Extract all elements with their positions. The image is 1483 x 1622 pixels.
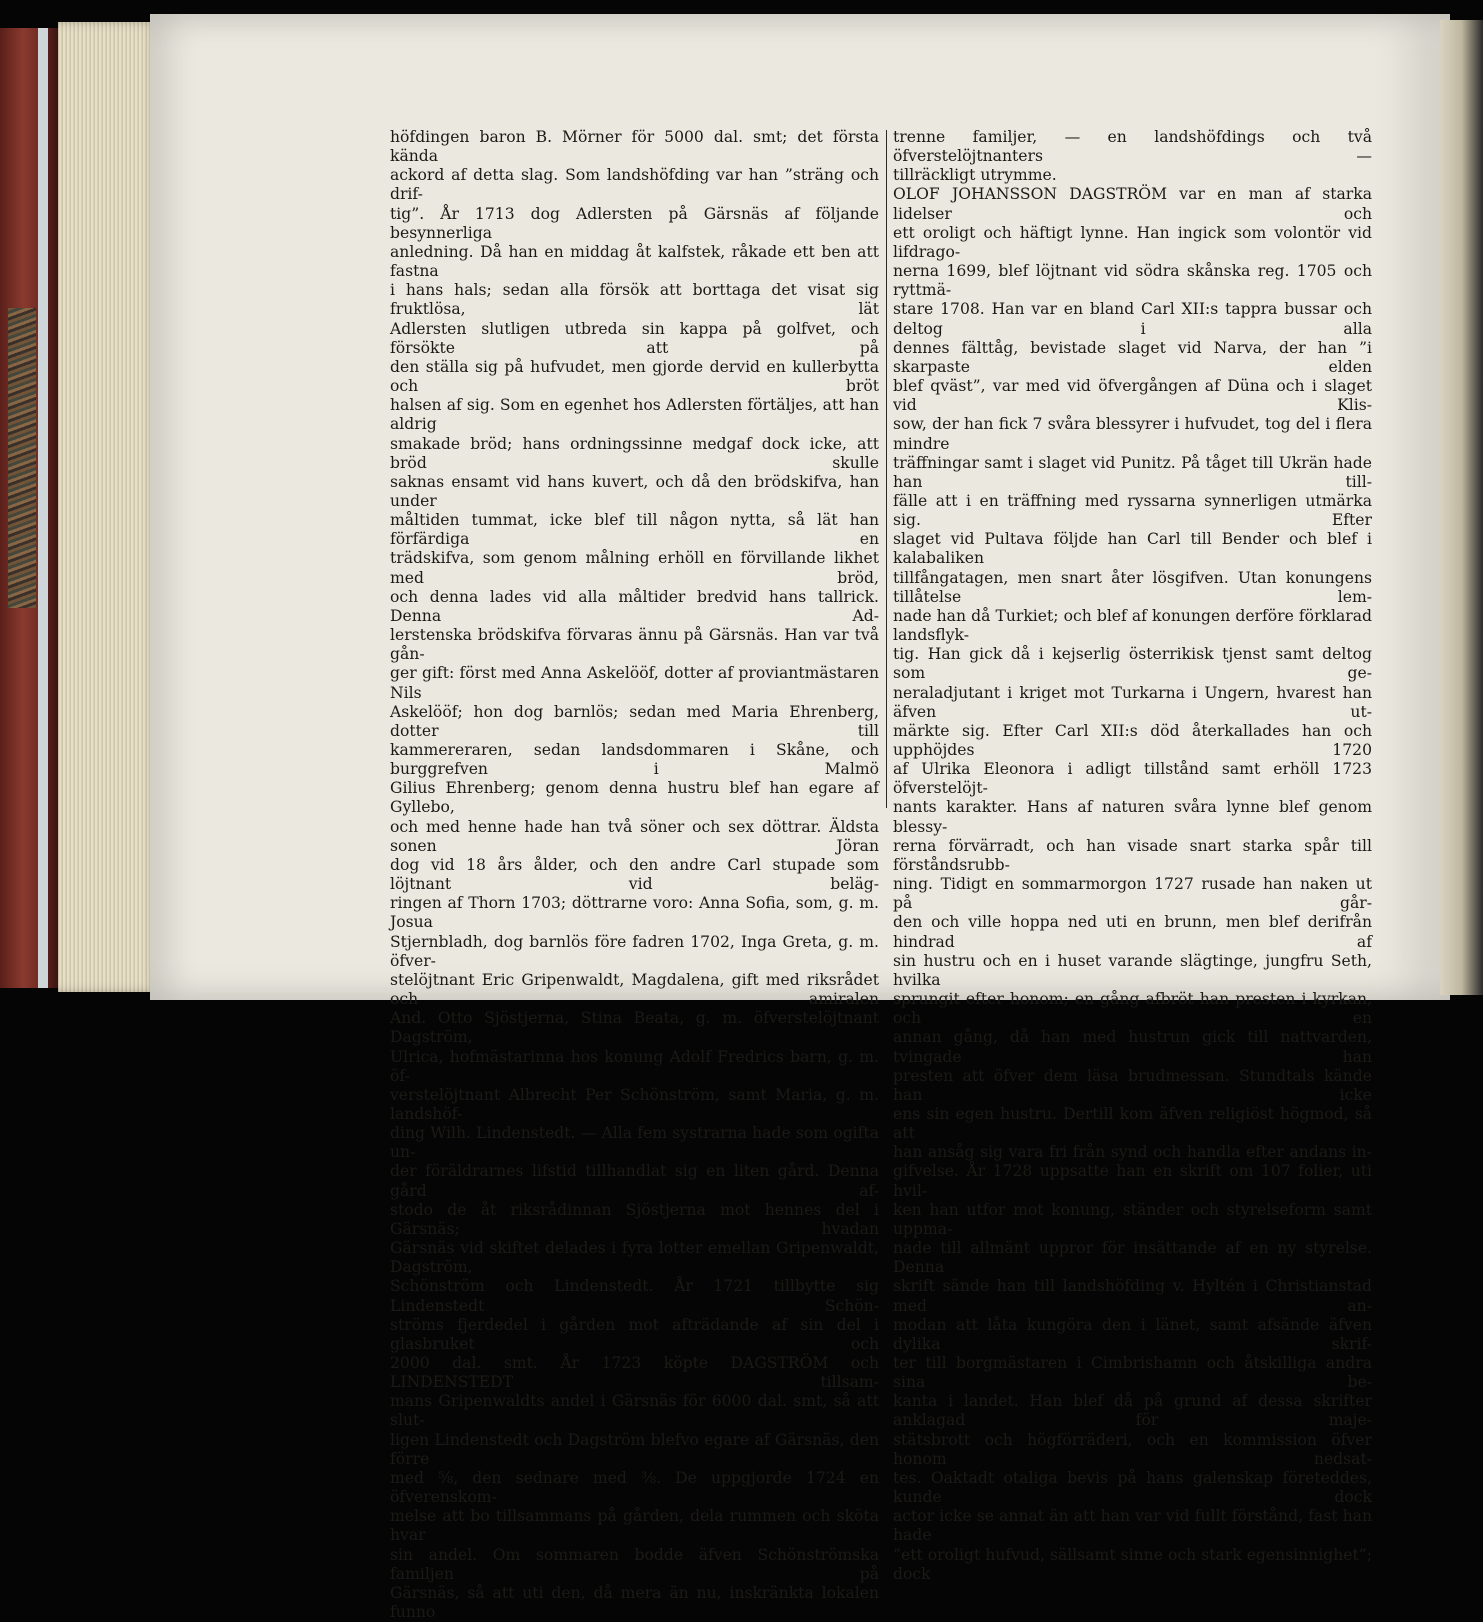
text-line: lerstenska brödskifva förvaras ännu på Gärsnäs. Han var två gån- xyxy=(390,626,879,664)
text-line: ackord af detta slag. Som landshöfding var han ”sträng och drif- xyxy=(390,166,879,204)
text-line: halsen af sig. Som en egenhet hos Adlersten förtäljes, att han aldrig xyxy=(390,396,879,434)
text-line: ”ett oroligt hufvud, sällsamt sinne och stark egensinnighet”; dock xyxy=(893,1545,1372,1583)
text-line: af Ulrika Eleonora i adligt tillstånd samt erhöll 1723 öfverstelöjt- xyxy=(893,760,1372,798)
marbled-edge xyxy=(8,308,36,608)
text-line: ströms fjerdedel i gården mot afträdande af sin del i glasbruket och xyxy=(390,1315,879,1353)
text-line: måltiden tummat, icke blef till någon nytta, så lät han förfärdiga en xyxy=(390,511,879,549)
text-line: der föräldrarnes lifstid tillhandlat sig en liten gård. Denna gård af- xyxy=(390,1162,879,1200)
text-line: ringen af Thorn 1703; döttrarne voro: Anna Sofia, som, g. m. Josua xyxy=(390,894,879,932)
text-line: med ⅝, den sednare med ⅜. De uppgjorde 1724 en öfverenskom- xyxy=(390,1468,879,1507)
text-line: stodo de åt riksrådinnan Sjöstjerna mot hennes del i Gärsnäs; hvadan xyxy=(390,1200,879,1238)
text-line: gifvelse. År 1728 uppsatte han en skrift om 107 folier, uti hvil- xyxy=(893,1162,1372,1200)
text-line: ett oroligt och häftigt lynne. Han ingick som volontör vid lifdrago- xyxy=(893,223,1372,261)
text-line: ning. Tidigt en sommarmorgon 1727 rusade han naken ut på går- xyxy=(893,875,1372,913)
text-line: presten att öfver dem läsa brudmessan. Stundtals kände han icke xyxy=(893,1066,1372,1104)
text-line: mans Gripenwaldts andel i Gärsnäs för 6000 dal. smt, så att slut- xyxy=(390,1392,879,1430)
text-line: dennes fälttåg, bevistade slaget vid Narva, der han ”i skarpaste elden xyxy=(893,338,1372,376)
text-line: trädskifva, som genom målning erhöll en förvillande likhet med bröd, xyxy=(390,549,879,587)
text-line: rerna förvärradt, och han visade snart starka spår till förståndsrubb- xyxy=(893,836,1372,874)
text-line: saknas ensamt vid hans kuvert, och då den brödskifva, han under xyxy=(390,472,879,510)
text-line: sin hustru och en i huset varande slägtinge, jungfru Seth, hvilka xyxy=(893,951,1372,989)
text-line: höfdingen baron B. Mörner för 5000 dal. smt; det första kända xyxy=(390,128,879,166)
text-line: blef qväst”, var med vid öfvergången af Düna och i slaget vid Klis- xyxy=(893,377,1372,415)
text-line: i hans hals; sedan alla försök att borttaga det visat sig fruktlösa, lät xyxy=(390,281,879,319)
text-line: fälle att i en träffning med ryssarna synnerligen utmärka sig. Efter xyxy=(893,491,1372,530)
page-stack xyxy=(58,22,158,992)
book-cover-left xyxy=(0,28,60,988)
text-line: Askelööf; hon dog barnlös; sedan med Maria Ehrenberg, dotter till xyxy=(390,702,879,740)
text-line: Schönström och Lindenstedt. År 1721 tillbytte sig Lindenstedt Schön- xyxy=(390,1277,879,1315)
text-line: nade han då Turkiet; och blef af konungen derföre förklarad landsflyk- xyxy=(893,606,1372,645)
text-line: And. Otto Sjöstjerna, Stina Beata, g. m. öfverstelöjtnant Dagström, xyxy=(390,1009,879,1047)
text-line: neraladjutant i kriget mot Turkarna i Ungern, hvarest han äfven ut- xyxy=(893,683,1372,721)
text-line: melse att bo tillsammans på gården, dela rummen och sköta hvar xyxy=(390,1507,879,1545)
text-line: ter till borgmästaren i Cimbrishamn och åtskilliga andra sina be- xyxy=(893,1354,1372,1392)
text-line: ken han utfor mot konung, ständer och styrelseform samt uppma- xyxy=(893,1200,1372,1238)
text-line: den ställa sig på hufvudet, men gjorde dervid en kullerbytta och bröt xyxy=(390,357,879,396)
text-line: tillräckligt utrymme. xyxy=(893,166,1057,185)
text-line: Gärsnäs, så att uti den, då mera än nu, inskränkta lokalen funno xyxy=(390,1583,879,1622)
text-line: Gärsnäs vid skiftet delades i fyra lotter emellan Gripenwaldt, Dagström, xyxy=(390,1239,879,1277)
text-line: anledning. Då han en middag åt kalfstek, råkade ett ben att fastna xyxy=(390,242,879,281)
text-line: träffningar samt i slaget vid Punitz. På tåget till Ukrän hade han till- xyxy=(893,453,1372,491)
text-line: Gilius Ehrenberg; genom denna hustru blef han egare af Gyllebo, xyxy=(390,779,879,817)
text-line: den och ville hoppa ned uti en brunn, men blef derifrån hindrad af xyxy=(893,913,1372,951)
text-line: han ansåg sig vara fri från synd och handla efter andans in- xyxy=(893,1143,1372,1162)
text-line: nerna 1699, blef löjtnant vid södra skånska reg. 1705 och ryttmä- xyxy=(893,262,1372,300)
text-line: tes. Oaktadt otaliga bevis på hans galenskap företeddes, kunde dock xyxy=(893,1468,1372,1507)
text-line: tig. Han gick då i kejserlig österrikisk tjenst samt deltog som ge- xyxy=(893,645,1372,683)
text-line: stare 1708. Han var en bland Carl XII:s tappra bussar och deltog i alla xyxy=(893,300,1372,338)
text-line: modan att låta kungöra den i länet, samt afsände äfven dylika skrif- xyxy=(893,1315,1372,1353)
text-line: annan gång, då han med hustrun gick till nattvarden, tvingade han xyxy=(893,1028,1372,1066)
text-line: verstelöjtnant Albrecht Per Schönström, samt Maria, g. m. landshöf- xyxy=(390,1085,879,1123)
text-line: smakade bröd; hans ordningssinne medgaf dock icke, att bröd skulle xyxy=(390,434,879,472)
page-edge-right xyxy=(1440,20,1483,995)
text-line: dog vid 18 års ålder, och den andre Carl stupade som löjtnant vid beläg- xyxy=(390,855,879,894)
text-line: nants karakter. Hans af naturen svåra lynne blef genom blessy- xyxy=(893,798,1372,836)
text-line: stätsbrott och högförräderi, och en kommission öfver honom nedsat- xyxy=(893,1430,1372,1468)
text-line: tig”. År 1713 dog Adlersten på Gärsnäs af följande besynnerliga xyxy=(390,204,879,242)
text-line: sow, der han fick 7 svåra blessyrer i hufvudet, tog del i flera mindre xyxy=(893,415,1372,453)
text-line: stelöjtnant Eric Gripenwaldt, Magdalena, gift med riksrådet och amiralen xyxy=(390,970,879,1009)
text-line: och med henne hade han två söner och sex döttrar. Äldsta sonen Jöran xyxy=(390,817,879,855)
text-line: ens sin egen hustru. Dertill kom äfven religiöst högmod, så att xyxy=(893,1104,1372,1143)
text-line: actor icke se annat än att han var vid fullt förstånd, fast han hade xyxy=(893,1507,1372,1545)
text-line: sprungit efter honom; en gång afbröt han presten i kyrkan, och en xyxy=(893,990,1372,1028)
text-line: ligen Lindenstedt och Dagström blefvo egare af Gärsnäs, den förre xyxy=(390,1430,879,1468)
text-line: sin andel. Om sommaren bodde äfven Schönströmska familjen på xyxy=(390,1545,879,1583)
cover-strip xyxy=(38,28,48,988)
text-line: kanta i landet. Han blef då på grund af dessa skrifter anklagad för maje- xyxy=(893,1392,1372,1430)
text-line: trenne familjer, — en landshöfdings och två öfverstelöjtnanters — xyxy=(893,128,1372,166)
text-line: ding Wilh. Lindenstedt. — Alla fem systrarna hade som ogifta un- xyxy=(390,1124,879,1162)
text-line: 2000 dal. smt. År 1723 köpte DAGSTRÖM och LINDENSTEDT tillsam- xyxy=(390,1354,879,1392)
text-line: ger gift: först med Anna Askelööf, dotter af proviantmästaren Nils xyxy=(390,664,879,702)
text-line: kammereraren, sedan landsdommaren i Skåne, och burggrefven i Malmö xyxy=(390,741,879,779)
text-column-left xyxy=(390,128,879,1622)
text-line: tillfångatagen, men snart åter lösgifven. Utan konungens tillåtelse lem- xyxy=(893,568,1372,606)
text-line: märkte sig. Efter Carl XII:s död återkallades han och upphöjdes 1720 xyxy=(893,721,1372,759)
text-line: OLOF JOHANSSON DAGSTRÖM var en man af starka lidelser och xyxy=(893,185,1372,223)
text-column-right xyxy=(893,128,1372,1583)
column-divider xyxy=(886,130,887,808)
text-line: Stjernbladh, dog barnlös före fadren 1702, Inga Greta, g. m. öfver- xyxy=(390,932,879,970)
text-line: Adlersten slutligen utbreda sin kappa på golfvet, och försökte att på xyxy=(390,319,879,357)
text-line: skrift sände han till landshöfding v. Hyltén i Christianstad med an- xyxy=(893,1277,1372,1315)
text-line: nade till allmänt uppror för insättande af en ny styrelse. Denna xyxy=(893,1239,1372,1277)
text-line: och denna lades vid alla måltider bredvid hans tallrick. Denna Ad- xyxy=(390,587,879,625)
text-line: Ulrica, hofmästarinna hos konung Adolf Fredrics barn, g. m. öf- xyxy=(390,1047,879,1085)
text-line: slaget vid Pultava följde han Carl till Bender och blef i kalabaliken xyxy=(893,530,1372,568)
